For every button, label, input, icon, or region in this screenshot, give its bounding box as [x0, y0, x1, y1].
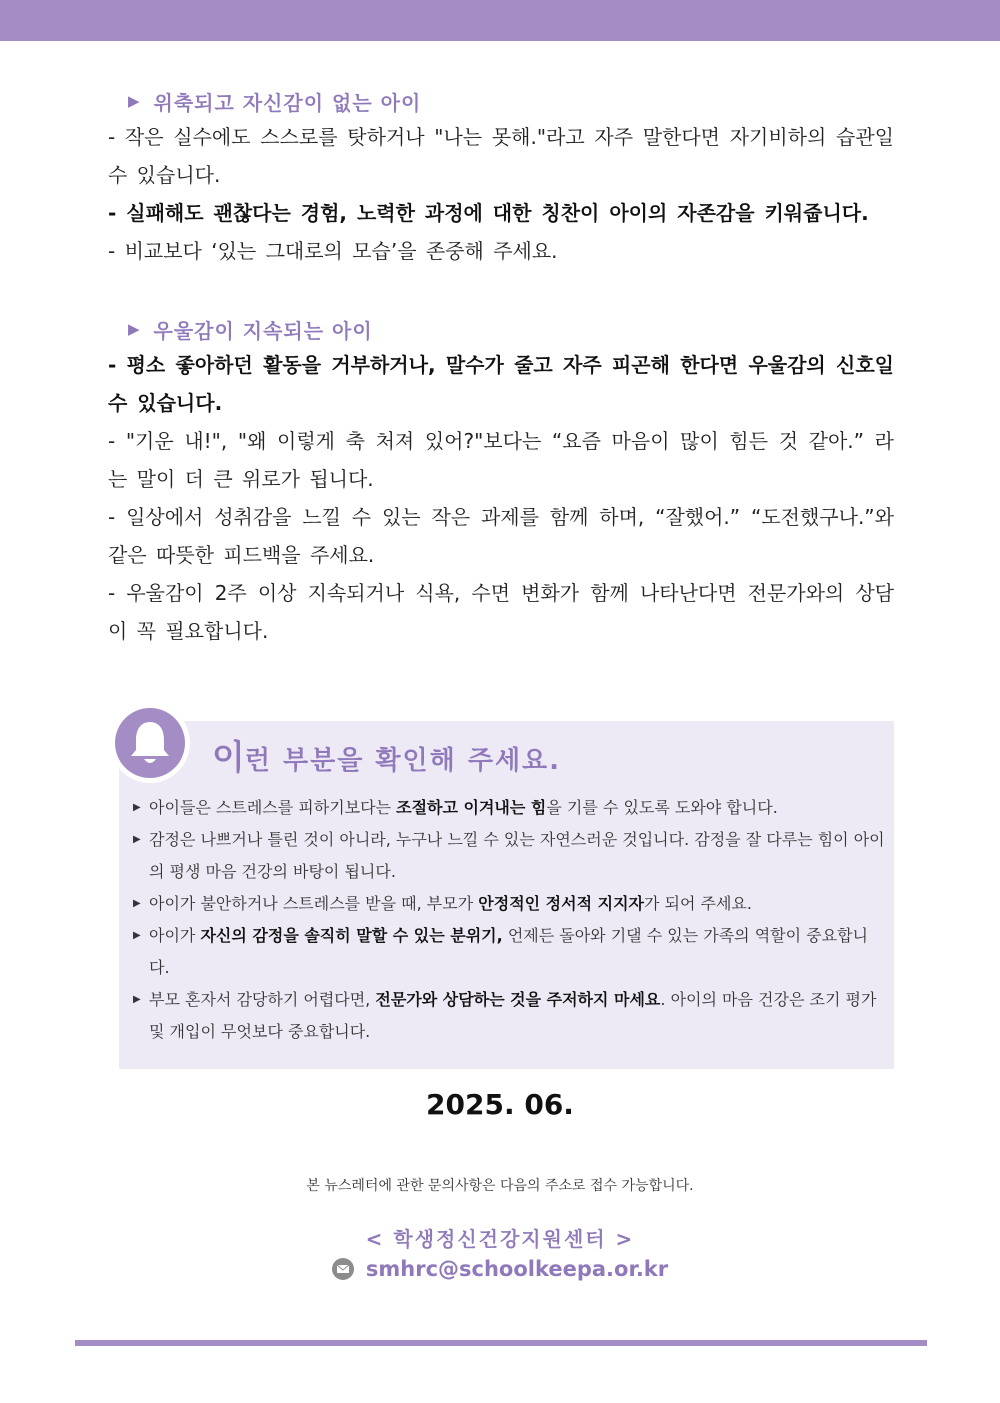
- item-text: 가 되어 주세요.: [643, 894, 752, 913]
- bell-icon: [115, 708, 185, 778]
- top-accent-bar: [0, 0, 1000, 41]
- triangle-right-icon: ▶: [133, 802, 141, 813]
- triangle-right-icon: ▶: [133, 930, 141, 941]
- triangle-right-icon: ▶: [133, 834, 141, 845]
- triangle-right-icon: ▶: [128, 320, 140, 338]
- section-title: [108, 84, 894, 118]
- section-title: [108, 312, 894, 346]
- center-name: < 학생정신건강지원센터 >: [365, 1227, 635, 1251]
- item-text: 아이가 불안하거나 스트레스를 받을 때, 부모가: [149, 894, 479, 913]
- paragraph: - "기운 내!", "왜 이렇게 축 처져 있어?"보다는 “요즘 마음이 많이 힘든 것 같아.” 라는 말이 더 큰 위로가 됩니다.: [108, 429, 894, 491]
- bell-badge: [110, 703, 190, 783]
- item-emphasis: 안정적인 정서적 지지자: [478, 894, 644, 913]
- checklist: [133, 792, 888, 1048]
- item-text: 부모 혼자서 감당하기 어렵다면,: [149, 990, 376, 1009]
- triangle-right-icon: ▶: [128, 92, 140, 110]
- box-title: [212, 730, 562, 778]
- bottom-accent-rule: [75, 1340, 927, 1346]
- list-item: [133, 792, 888, 824]
- item-text: 언제든 돌아와 기댈 수 있는 가족의 역할이 중요합니다.: [149, 926, 868, 977]
- list-item: [133, 920, 888, 984]
- issue-date: 2025. 06.: [426, 1088, 574, 1121]
- email-row: [0, 1257, 1000, 1281]
- paragraph: - 비교보다 ‘있는 그대로의 모습’을 존중해 주세요.: [108, 239, 558, 263]
- inquiry-note: 본 뉴스레터에 관한 문의사항은 다음의 주소로 접수 가능합니다.: [306, 1178, 694, 1194]
- item-text: 감정은 나쁘거나 틀린 것이 아니라, 누구나 느낄 수 있는 자연스러운 것입니다. 감정을 잘 다루는 힘이 아이의 평생 마음 건강의 바탕이 됩니다.: [149, 830, 885, 881]
- section-depressed-child: [108, 312, 894, 650]
- item-text: 을 기를 수 있도록 도와야 합니다.: [546, 798, 778, 817]
- section-withdrawn-child: [108, 84, 894, 270]
- item-emphasis: 자신의 감정을 솔직히 말할 수 있는 분위기,: [200, 926, 503, 945]
- paragraph-bold: - 실패해도 괜찮다는 경험, 노력한 과정에 대한 칭찬이 아이의 자존감을 키워줍니다.: [108, 201, 869, 225]
- list-item: [133, 824, 888, 888]
- item-text: 아이가: [149, 926, 201, 945]
- paragraph: - 작은 실수에도 스스로를 탓하거나 "나는 못해."라고 자주 말한다면 자기비하의 습관일 수 있습니다.: [108, 125, 894, 187]
- paragraph: - 우울감이 2주 이상 지속되거나 식욕, 수면 변화가 함께 나타난다면 전문가와의 상담이 꼭 필요합니다.: [108, 581, 894, 643]
- section-title-text: 우울감이 지속되는 아이: [153, 318, 373, 343]
- list-item: [133, 888, 888, 920]
- list-item: [133, 984, 888, 1048]
- box-title-first-char: 이: [212, 738, 245, 778]
- mail-icon: [332, 1258, 354, 1280]
- section-title-text: 위축되고 자신감이 없는 아이: [153, 90, 422, 115]
- paragraph-bold: - 평소 좋아하던 활동을 거부하거나, 말수가 줄고 자주 피곤해 한다면 우울감의 신호일 수 있습니다.: [108, 353, 894, 415]
- item-emphasis: 조절하고 이겨내는 힘: [396, 798, 547, 817]
- triangle-right-icon: ▶: [133, 994, 141, 1005]
- email-link[interactable]: smhrc@schoolkeepa.or.kr: [365, 1257, 669, 1281]
- box-title-rest: 런 부분을 확인해 주세요.: [244, 746, 562, 776]
- item-text: . 아이의 마음 건강은 조기 평가 및 개입이 무엇보다 중요합니다.: [149, 990, 877, 1041]
- triangle-right-icon: ▶: [133, 898, 141, 909]
- paragraph: - 일상에서 성취감을 느낄 수 있는 작은 과제를 함께 하며, “잘했어.” “도전했구나.”와 같은 따뜻한 피드백을 주세요.: [108, 505, 894, 567]
- item-text: 아이들은 스트레스를 피하기보다는: [149, 798, 397, 817]
- item-emphasis: 전문가와 상담하는 것을 주저하지 마세요: [375, 990, 661, 1009]
